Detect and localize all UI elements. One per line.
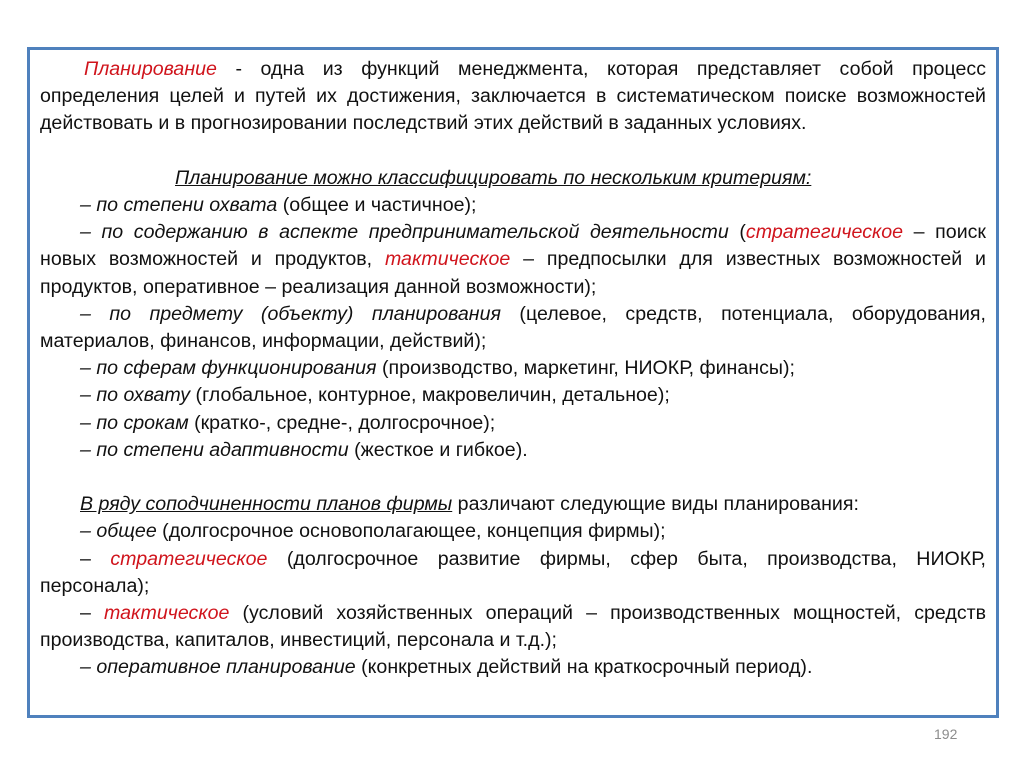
paragraph-gap <box>40 138 986 165</box>
criterion-term: – по содержанию в аспекте предпринимательской деятельности <box>80 221 729 244</box>
paragraph <box>40 600 986 654</box>
criterion-term: – по предмету (объекту) планирования <box>80 302 501 325</box>
page-number: 192 <box>934 726 958 742</box>
highlighted-term: стратегическое <box>110 547 268 570</box>
highlighted-term: стратегическое <box>745 221 904 244</box>
paragraph <box>40 192 986 219</box>
criterion-term: – по сферам функционирования <box>80 357 377 380</box>
paragraph-gap <box>40 464 986 491</box>
text-segment: (долгосрочное основополагающее, концепция фирмы); <box>156 520 666 543</box>
criterion-term: – оперативное планирование <box>80 656 356 679</box>
paragraph <box>40 301 986 355</box>
paragraph <box>40 56 986 138</box>
paragraph <box>40 165 986 192</box>
paragraph <box>40 410 986 437</box>
highlighted-term: Планирование <box>84 58 217 80</box>
text-segment: (конкретных действий на краткосрочный период). <box>355 656 813 679</box>
text-segment: – поиск новых возможностей и продуктов, <box>40 221 987 271</box>
criterion-term: – по степени адаптивности <box>80 438 349 461</box>
paragraph <box>40 518 986 545</box>
paragraph <box>40 491 986 518</box>
criterion-term: – по срокам <box>80 411 189 434</box>
criterion-term: – по охвату <box>80 384 191 407</box>
text-segment: (долгосрочное развитие фирмы, сфер быта, производства, НИОКР, персонала); <box>40 547 986 597</box>
text-segment: - одна из функций менеджмента, которая представляет собой процесс определения целей и путей их достижения, заключается в систематическом поиске возможностей действовать и в прогнозировании последствий этих действий в заданных условиях. <box>40 58 986 135</box>
paragraph <box>40 355 986 382</box>
text-segment: – <box>80 547 111 570</box>
text-segment: – предпосылки для известных возможностей и продуктов, оперативное – реализация данной возможности); <box>40 248 986 298</box>
highlighted-term: тактическое <box>384 248 511 271</box>
slide-body <box>40 56 986 682</box>
paragraph <box>40 382 986 409</box>
text-segment: (условий хозяйственных операций – производственных мощностей, средств производства, капиталов, инвестиций, персонала и т.д.); <box>40 602 986 652</box>
text-segment: (жесткое и гибкое). <box>348 438 528 461</box>
criterion-term: – общее <box>80 520 157 543</box>
criterion-term: – по степени охвата <box>80 194 278 216</box>
text-segment: (производство, маркетинг, НИОКР, финансы); <box>376 357 795 380</box>
text-segment: – <box>80 602 105 625</box>
underlined-heading: В ряду соподчиненности планов фирмы <box>80 493 453 516</box>
text-segment: (целевое, средств, потенциала, оборудования, материалов, финансов, информации, действий); <box>40 302 986 353</box>
paragraph <box>40 546 986 600</box>
underlined-heading: Планирование можно классифицировать по нескольким критериям: <box>175 166 812 189</box>
text-segment: различают следующие виды планирования: <box>452 493 859 516</box>
text-segment: (глобальное, контурное, макровеличин, детальное); <box>190 384 670 407</box>
paragraph <box>40 654 986 681</box>
paragraph <box>40 219 986 301</box>
text-segment: (общее и частичное); <box>277 194 477 216</box>
text-segment: ( <box>728 221 746 244</box>
text-segment: (кратко-, средне-, долгосрочное); <box>188 411 496 434</box>
paragraph <box>40 437 986 464</box>
highlighted-term: тактическое <box>104 602 230 625</box>
